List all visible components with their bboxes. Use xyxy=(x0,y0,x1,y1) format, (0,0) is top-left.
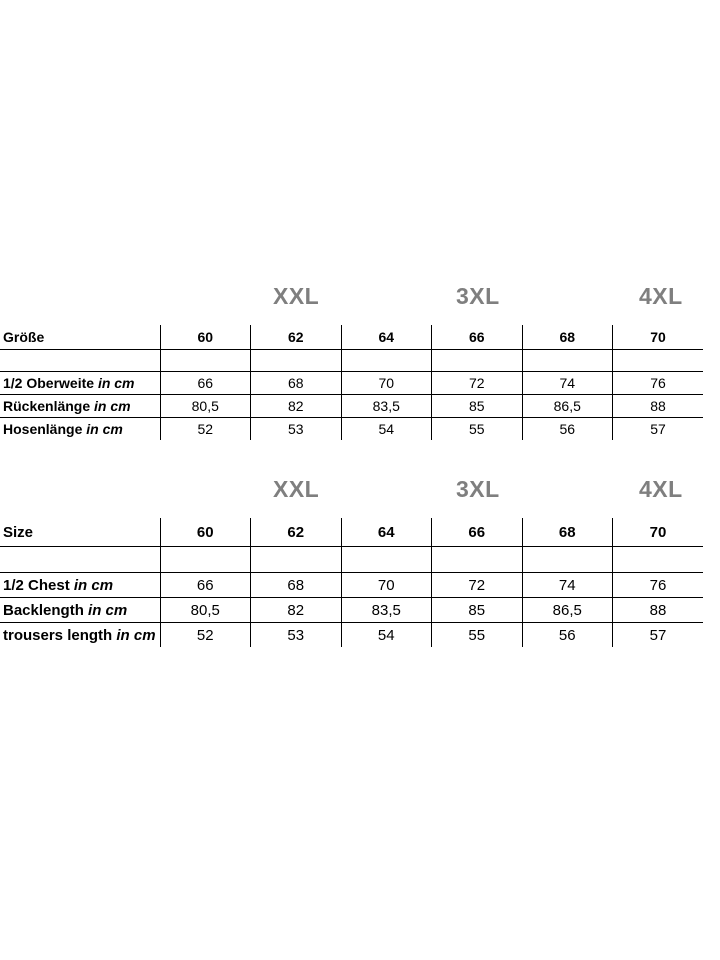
table-cell: 53 xyxy=(251,623,342,648)
empty-cell xyxy=(613,547,704,573)
header-label: Size xyxy=(0,518,160,547)
table-cell: 88 xyxy=(613,395,704,418)
table-cell: 88 xyxy=(613,598,704,623)
empty-cell xyxy=(160,547,251,573)
row-label xyxy=(0,573,160,598)
empty-cell xyxy=(160,350,251,372)
header-size: 64 xyxy=(341,325,432,350)
table-cell: 72 xyxy=(432,573,523,598)
table-row xyxy=(0,573,703,598)
empty-cell xyxy=(0,547,160,573)
size-label-xxl: XXL xyxy=(273,476,320,502)
header-size: 70 xyxy=(613,325,704,350)
size-table xyxy=(0,518,703,647)
header-size: 66 xyxy=(432,518,523,547)
table-row xyxy=(0,598,703,623)
table-cell: 85 xyxy=(432,395,523,418)
table-cell: 72 xyxy=(432,372,523,395)
row-label-text: Rückenlänge xyxy=(3,398,91,414)
row-label xyxy=(0,418,160,441)
row-label-text: Backlength xyxy=(3,601,84,619)
row-label xyxy=(0,598,160,623)
row-label xyxy=(0,623,160,648)
size-table xyxy=(0,325,703,440)
table-cell: 85 xyxy=(432,598,523,623)
header-size: 62 xyxy=(251,325,342,350)
empty-cell xyxy=(0,350,160,372)
row-label-text: trousers length xyxy=(3,626,113,644)
table-cell: 83,5 xyxy=(341,395,432,418)
empty-cell xyxy=(251,350,342,372)
size-label-4xl: 4XL xyxy=(639,476,683,502)
row-label-text: 1/2 Oberweite xyxy=(3,375,95,391)
table-cell: 56 xyxy=(522,623,613,648)
empty-cell xyxy=(341,547,432,573)
header-size: 68 xyxy=(522,325,613,350)
empty-cell xyxy=(251,547,342,573)
table-cell: 68 xyxy=(251,573,342,598)
table-row xyxy=(0,372,703,395)
table-cell: 86,5 xyxy=(522,598,613,623)
row-label xyxy=(0,372,160,395)
size-label-3xl: 3XL xyxy=(456,476,500,502)
empty-cell xyxy=(522,350,613,372)
table-cell: 66 xyxy=(160,573,251,598)
table-row xyxy=(0,395,703,418)
table-cell: 56 xyxy=(522,418,613,441)
header-size: 60 xyxy=(160,325,251,350)
table-cell: 82 xyxy=(251,395,342,418)
header-label: Größe xyxy=(0,325,160,350)
table-cell: 53 xyxy=(251,418,342,441)
row-label-unit: in cm xyxy=(116,626,156,644)
table-cell: 76 xyxy=(613,372,704,395)
empty-cell xyxy=(432,350,523,372)
header-size: 66 xyxy=(432,325,523,350)
empty-row xyxy=(0,547,703,573)
size-label-row xyxy=(0,476,720,518)
table-cell: 80,5 xyxy=(160,598,251,623)
row-label xyxy=(0,395,160,418)
table-row xyxy=(0,418,703,441)
row-label-unit: in cm xyxy=(97,375,135,391)
header-size: 62 xyxy=(251,518,342,547)
table-row xyxy=(0,623,703,648)
empty-cell xyxy=(613,350,704,372)
table-cell: 83,5 xyxy=(341,598,432,623)
size-label-3xl: 3XL xyxy=(456,283,500,309)
row-label-text: 1/2 Chest xyxy=(3,576,70,594)
table-cell: 82 xyxy=(251,598,342,623)
table-cell: 52 xyxy=(160,418,251,441)
empty-cell xyxy=(432,547,523,573)
table-header-row xyxy=(0,518,703,547)
empty-cell xyxy=(341,350,432,372)
table-cell: 66 xyxy=(160,372,251,395)
table-cell: 70 xyxy=(341,372,432,395)
table-cell: 57 xyxy=(613,418,704,441)
table-cell: 74 xyxy=(522,573,613,598)
table-cell: 76 xyxy=(613,573,704,598)
table-cell: 54 xyxy=(341,418,432,441)
size-label-row xyxy=(0,283,720,325)
table-cell: 70 xyxy=(341,573,432,598)
header-size: 70 xyxy=(613,518,704,547)
row-label-unit: in cm xyxy=(86,421,123,437)
size-chart-english xyxy=(0,476,720,647)
table-header-row xyxy=(0,325,703,350)
header-size: 64 xyxy=(341,518,432,547)
row-label-unit: in cm xyxy=(94,398,131,414)
row-label-text: Hosenlänge xyxy=(3,421,83,437)
size-label-xxl: XXL xyxy=(273,283,320,309)
table-cell: 74 xyxy=(522,372,613,395)
row-label-unit: in cm xyxy=(88,601,128,619)
table-cell: 57 xyxy=(613,623,704,648)
table-cell: 55 xyxy=(432,623,523,648)
header-size: 60 xyxy=(160,518,251,547)
empty-cell xyxy=(522,547,613,573)
header-size: 68 xyxy=(522,518,613,547)
table-cell: 54 xyxy=(341,623,432,648)
table-cell: 86,5 xyxy=(522,395,613,418)
size-label-4xl: 4XL xyxy=(639,283,683,309)
size-chart-german xyxy=(0,283,720,440)
table-cell: 55 xyxy=(432,418,523,441)
table-cell: 52 xyxy=(160,623,251,648)
row-label-unit: in cm xyxy=(73,576,114,594)
table-cell: 80,5 xyxy=(160,395,251,418)
table-cell: 68 xyxy=(251,372,342,395)
empty-row xyxy=(0,350,703,372)
